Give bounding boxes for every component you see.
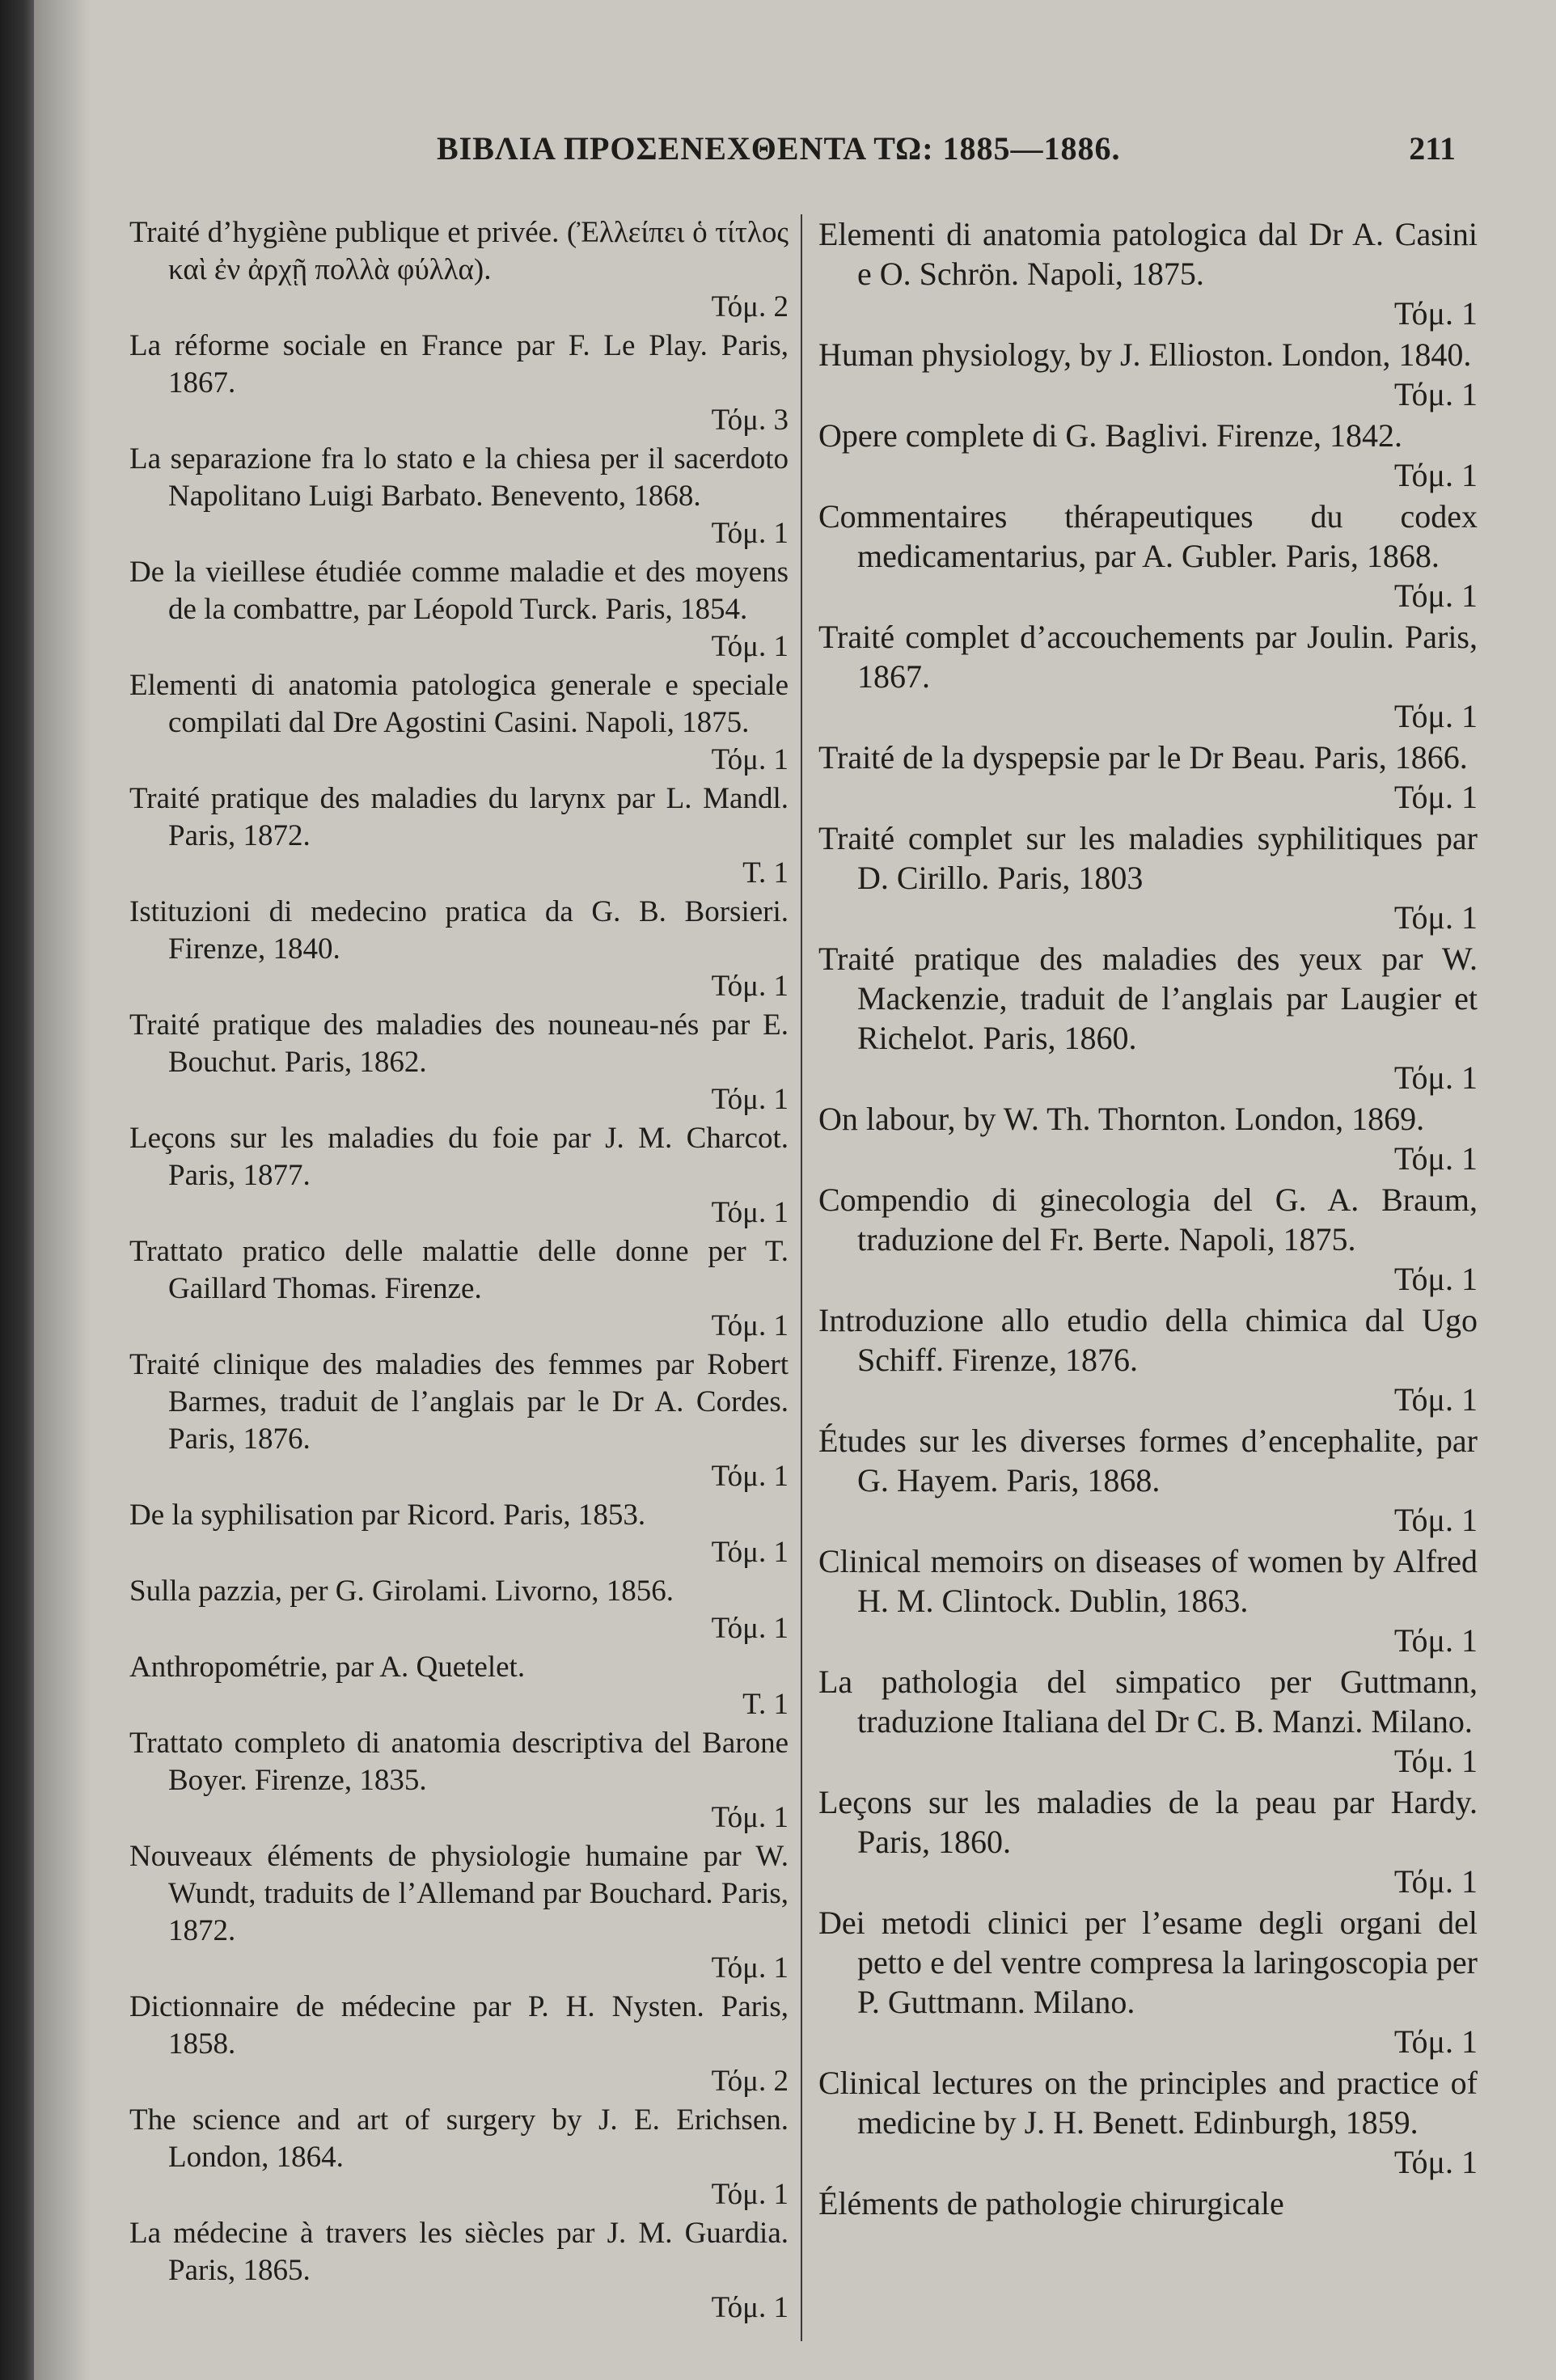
bibliography-entry: [129, 1725, 789, 1837]
entry-volume: Τόμ. 1: [711, 1612, 789, 1645]
bibliography-entry: [129, 780, 789, 892]
bibliography-entry: [818, 1300, 1478, 1419]
entry-volume: Τόμ. 1: [711, 2178, 789, 2211]
left-column: [129, 214, 789, 2328]
entry-volume: Τόμ. 1: [711, 1460, 789, 1493]
entry-text: On labour, by W. Th. Thornton. London, 1869.: [818, 1101, 1425, 1137]
bibliography-entry: [129, 1233, 789, 1345]
entry-volume: Τόμ. 2: [711, 2065, 789, 2098]
entry-text: Elementi di anatomia patologica dal Dr A. Casini e O. Schrön. Napoli, 1875.: [818, 216, 1478, 292]
entry-text: La réforme sociale en France par F. Le Play. Paris, 1867.: [129, 329, 789, 399]
entry-volume: Τόμ. 1: [711, 1196, 789, 1229]
bibliography-entry: [818, 1662, 1478, 1781]
bibliography-entry: [129, 328, 789, 439]
bibliography-entry: [129, 1838, 789, 1987]
entry-text: Trattato pratico delle malattie delle donne per T. Gaillard Thomas. Firenze.: [129, 1235, 789, 1305]
bibliography-entry: [818, 818, 1478, 937]
entry-volume: Τόμ. 1: [1393, 1622, 1478, 1659]
entry-volume: Τόμ. 1: [1393, 1059, 1478, 1096]
bibliography-entry: [129, 1573, 789, 1647]
entry-volume: Τόμ. 1: [1393, 577, 1478, 614]
entry-volume: Τόμ. 2: [711, 290, 789, 323]
book-spine-shadow: [0, 0, 34, 2380]
entry-text: De la syphilisation par Ricord. Paris, 1853.: [129, 1499, 646, 1532]
entry-text: Traité clinique des maladies des femmes par Robert Barmes, traduit de l’anglais par le Dr A. Cordes. Paris, 1876.: [129, 1348, 789, 1456]
entry-volume: Τόμ. 1: [1393, 457, 1478, 493]
bibliography-entry: [818, 497, 1478, 615]
entry-text: Traité complet sur les maladies syphilitiques par D. Cirillo. Paris, 1803: [818, 820, 1478, 896]
entry-volume: T. 1: [742, 1688, 789, 1721]
entry-volume: Τόμ. 1: [1393, 2023, 1478, 2060]
bibliography-entry: [129, 2102, 789, 2213]
entry-text: La médecine à travers les siècles par J. M. Guardia. Paris, 1865.: [129, 2217, 789, 2287]
entry-text: Compendio di ginecologia del G. A. Braum, traduzione del Fr. Berte. Napoli, 1875.: [818, 1182, 1478, 1258]
running-title: ΒΙΒΛΙΑ ΠΡΟΣΕΝΕΧΘΕΝΤΑ ΤΩ: 1885—1886.: [437, 130, 1121, 167]
entry-volume: Τόμ. 1: [711, 630, 789, 663]
column-divider: [801, 214, 802, 2341]
entry-text: Nouveaux éléments de physiologie humaine par W. Wundt, traduits de l’Allemand par Bouchard. Paris, 1872.: [129, 1840, 789, 1947]
entry-text: Traité pratique des maladies du larynx par L. Mandl. Paris, 1872.: [129, 782, 789, 852]
entry-volume: Τόμ. 1: [1393, 1261, 1478, 1297]
bibliography-entry: [129, 894, 789, 1005]
entry-text: Anthropométrie, par A. Quetelet.: [129, 1651, 526, 1684]
bibliography-entry: [818, 1782, 1478, 1901]
entry-volume: Τόμ. 1: [1393, 1743, 1478, 1779]
bibliography-entry: [129, 441, 789, 552]
entry-text: Trattato completo di anatomia descriptiva del Barone Boyer. Firenze, 1835.: [129, 1727, 789, 1797]
entry-text: Éléments de pathologie chirurgicale: [818, 2185, 1284, 2221]
entry-volume: Τόμ. 1: [711, 1536, 789, 1569]
bibliography-entry: [129, 1989, 789, 2100]
entry-text: Traité pratique des maladies des nouneau-nés par E. Bouchut. Paris, 1862.: [129, 1008, 789, 1079]
entry-volume: Τόμ. 1: [1393, 295, 1478, 332]
bibliography-entry: [129, 667, 789, 779]
entry-volume: Τόμ. 1: [1393, 1381, 1478, 1418]
entry-text: Introduzione allo etudio della chimica dal Ugo Schiff. Firenze, 1876.: [818, 1302, 1478, 1378]
bibliography-entry: [818, 335, 1478, 414]
bibliography-entry: [129, 214, 789, 326]
entry-volume: Τόμ. 1: [711, 1083, 789, 1116]
entry-text: Leçons sur les maladies du foie par J. M. Charcot. Paris, 1877.: [129, 1122, 789, 1192]
entry-volume: Τόμ. 1: [711, 1309, 789, 1342]
page-number: 211: [1409, 130, 1456, 167]
bibliography-entry: [129, 1120, 789, 1232]
entry-text: Traité de la dyspepsie par le Dr Beau. Paris, 1866.: [818, 739, 1468, 776]
entry-text: Opere complete di G. Baglivi. Firenze, 1842.: [818, 417, 1403, 454]
entry-volume: T. 1: [742, 856, 789, 890]
entry-volume: Τόμ. 1: [1393, 899, 1478, 936]
bibliography-entry: [818, 416, 1478, 495]
entry-volume: Τόμ. 1: [711, 970, 789, 1003]
entry-volume: Τόμ. 1: [1393, 698, 1478, 734]
entry-text: Traité d’hygiène publique et privée. (Ἐλλείπει ὁ τίτλος καὶ ἐν ἀρχῇ πολλὰ φύλλα).: [129, 216, 789, 286]
entry-text: Traité pratique des maladies des yeux par W. Mackenzie, traduit de l’anglais par Laugier et Richelot. Paris, 1860.: [818, 941, 1478, 1056]
entry-text: Commentaires thérapeutiques du codex medicamentarius, par A. Gubler. Paris, 1868.: [818, 498, 1478, 574]
bibliography-entry: [818, 1541, 1478, 1660]
entry-volume: Τόμ. 1: [711, 1951, 789, 1985]
entry-text: Leçons sur les maladies de la peau par Hardy. Paris, 1860.: [818, 1784, 1478, 1860]
entry-volume: Τόμ. 1: [1393, 779, 1478, 815]
entry-volume: Τόμ. 3: [711, 404, 789, 437]
bibliography-entry: [129, 1649, 789, 1723]
bibliography-entry: [818, 2063, 1478, 2182]
bibliography-entry: [818, 1903, 1478, 2061]
entry-volume: Τόμ. 1: [1393, 2144, 1478, 2180]
entry-volume: Τόμ. 1: [1393, 1140, 1478, 1177]
entry-text: La pathologia del simpatico per Guttmann, traduzione Italiana del Dr C. B. Manzi. Milano.: [818, 1663, 1478, 1740]
entry-text: Études sur les diverses formes d’encephalite, par G. Hayem. Paris, 1868.: [818, 1423, 1478, 1499]
entry-text: Human physiology, by J. Ellioston. London, 1840.: [818, 336, 1472, 373]
right-column: [818, 214, 1478, 2225]
entry-volume: Τόμ. 1: [711, 517, 789, 550]
entry-text: De la vieillese étudiée comme maladie et des moyens de la combattre, par Léopold Turck. Paris, 1854.: [129, 556, 789, 626]
entry-volume: Τόμ. 1: [711, 743, 789, 776]
bibliography-entry: [818, 1099, 1478, 1178]
bibliography-entry: [129, 554, 789, 666]
entry-volume: Τόμ. 1: [1393, 1502, 1478, 1538]
entry-text: La separazione fra lo stato e la chiesa per il sacerdoto Napolitano Luigi Barbato. Benevento, 1868.: [129, 442, 789, 513]
entry-text: Traité complet d’accouchements par Joulin. Paris, 1867.: [818, 619, 1478, 695]
bibliography-entry: [129, 1497, 789, 1571]
bibliography-entry: [818, 738, 1478, 817]
page-header: [437, 129, 1456, 178]
entry-volume: Τόμ. 1: [1393, 1863, 1478, 1900]
bibliography-entry: [818, 2183, 1478, 2223]
entry-text: Istituzioni di medecino pratica da G. B. Borsieri. Firenze, 1840.: [129, 895, 789, 966]
entry-text: Clinical lectures on the principles and practice of medicine by J. H. Benett. Edinburgh, 1859.: [818, 2065, 1478, 2141]
bibliography-entry: [818, 617, 1478, 736]
entry-volume: Τόμ. 1: [711, 2291, 789, 2324]
entry-text: The science and art of surgery by J. E. Erichsen. London, 1864.: [129, 2103, 789, 2174]
entry-text: Dei metodi clinici per l’esame degli organi del petto e del ventre compresa la laringoscopia per P. Guttmann. Milano.: [818, 1904, 1478, 2020]
gutter-shading: [34, 0, 91, 2380]
bibliography-entry: [818, 1180, 1478, 1299]
bibliography-entry: [818, 939, 1478, 1097]
entry-text: Elementi di anatomia patologica generale e speciale compilati dal Dre Agostini Casini. Napoli, 1875.: [129, 669, 789, 739]
entry-text: Dictionnaire de médecine par P. H. Nysten. Paris, 1858.: [129, 1990, 789, 2061]
bibliography-entry: [818, 214, 1478, 333]
bibliography-entry: [129, 1007, 789, 1118]
entry-volume: Τόμ. 1: [711, 1801, 789, 1834]
bibliography-entry: [129, 1346, 789, 1495]
entry-volume: Τόμ. 1: [1393, 376, 1478, 412]
bibliography-entry: [818, 1421, 1478, 1540]
entry-text: Sulla pazzia, per G. Girolami. Livorno, 1856.: [129, 1575, 674, 1608]
entry-text: Clinical memoirs on diseases of women by Alfred H. M. Clintock. Dublin, 1863.: [818, 1543, 1478, 1619]
bibliography-entry: [129, 2215, 789, 2327]
